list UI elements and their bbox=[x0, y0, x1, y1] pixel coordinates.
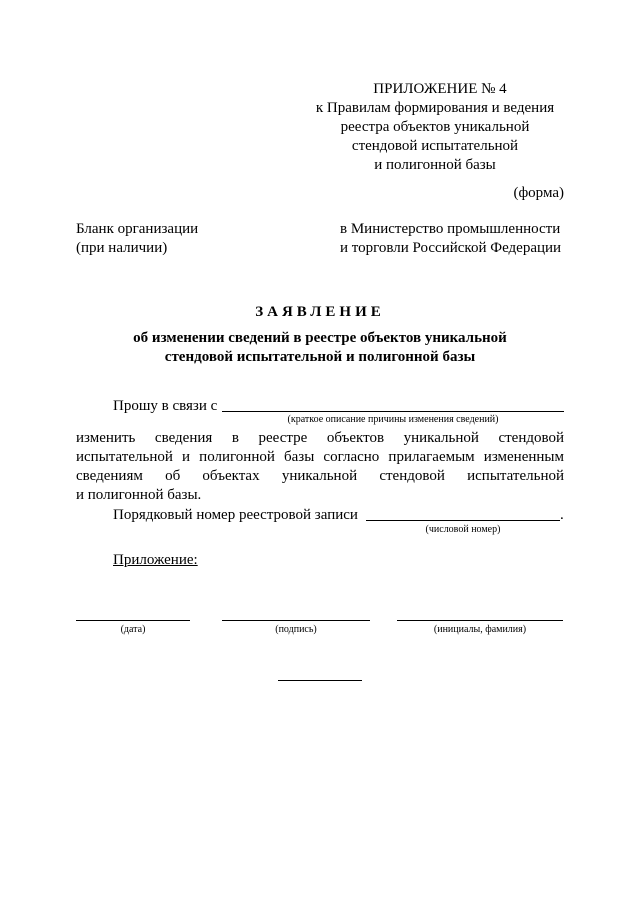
registry-end: . bbox=[560, 507, 564, 523]
date-hint: (дата) bbox=[120, 624, 146, 635]
attachment-label: Приложение: bbox=[113, 552, 198, 568]
recipient-line: в Министерство промышленности bbox=[340, 221, 561, 237]
request-lead: Прошу в связи с bbox=[113, 398, 218, 414]
org-line: (при наличии) bbox=[76, 240, 168, 256]
paragraph-line: сведениям об объектах уникальной стендовой испытательной bbox=[76, 468, 564, 484]
subtitle-line: об изменении сведений в реестре объектов уникальной bbox=[133, 330, 507, 346]
registry-field-line[interactable] bbox=[366, 520, 560, 521]
appendix-line: и полигонной базы bbox=[374, 157, 496, 173]
recipient-block bbox=[340, 220, 561, 258]
name-hint: (инициалы, фамилия) bbox=[433, 624, 527, 635]
registry-hint: (числовой номер) bbox=[425, 524, 501, 535]
appendix-header bbox=[305, 80, 565, 175]
organization-block bbox=[76, 220, 198, 258]
reason-hint: (краткое описание причины изменения сведений) bbox=[287, 414, 499, 425]
appendix-line: реестра объектов уникальной bbox=[340, 119, 530, 135]
name-field-line[interactable] bbox=[397, 620, 563, 621]
signature-hint: (подпись) bbox=[275, 624, 317, 635]
date-field-line[interactable] bbox=[76, 620, 190, 621]
appendix-line: стендовой испытательной bbox=[351, 138, 519, 154]
recipient-line: и торговли Российской Федерации bbox=[340, 240, 562, 256]
appendix-title: ПРИЛОЖЕНИЕ № 4 bbox=[373, 81, 507, 97]
document-title: ЗАЯВЛЕНИЕ bbox=[255, 304, 385, 320]
paragraph-line: испытательной и полигонной базы согласно прилагаемым измененным bbox=[76, 449, 564, 465]
form-note: (форма) bbox=[513, 185, 564, 201]
appendix-line: к Правилам формирования и ведения bbox=[315, 100, 555, 116]
reason-field-line[interactable] bbox=[222, 411, 564, 412]
document-subtitle bbox=[76, 329, 564, 367]
org-line: Бланк организации bbox=[76, 221, 199, 237]
subtitle-line: стендовой испытательной и полигонной базы bbox=[164, 349, 476, 365]
registry-label: Порядковый номер реестровой записи bbox=[113, 507, 358, 523]
closing-divider bbox=[278, 680, 362, 681]
paragraph-line: изменить сведения в реестре объектов уникальной стендовой bbox=[76, 430, 564, 446]
signature-field-line[interactable] bbox=[222, 620, 370, 621]
paragraph-line: и полигонной базы. bbox=[76, 487, 202, 503]
